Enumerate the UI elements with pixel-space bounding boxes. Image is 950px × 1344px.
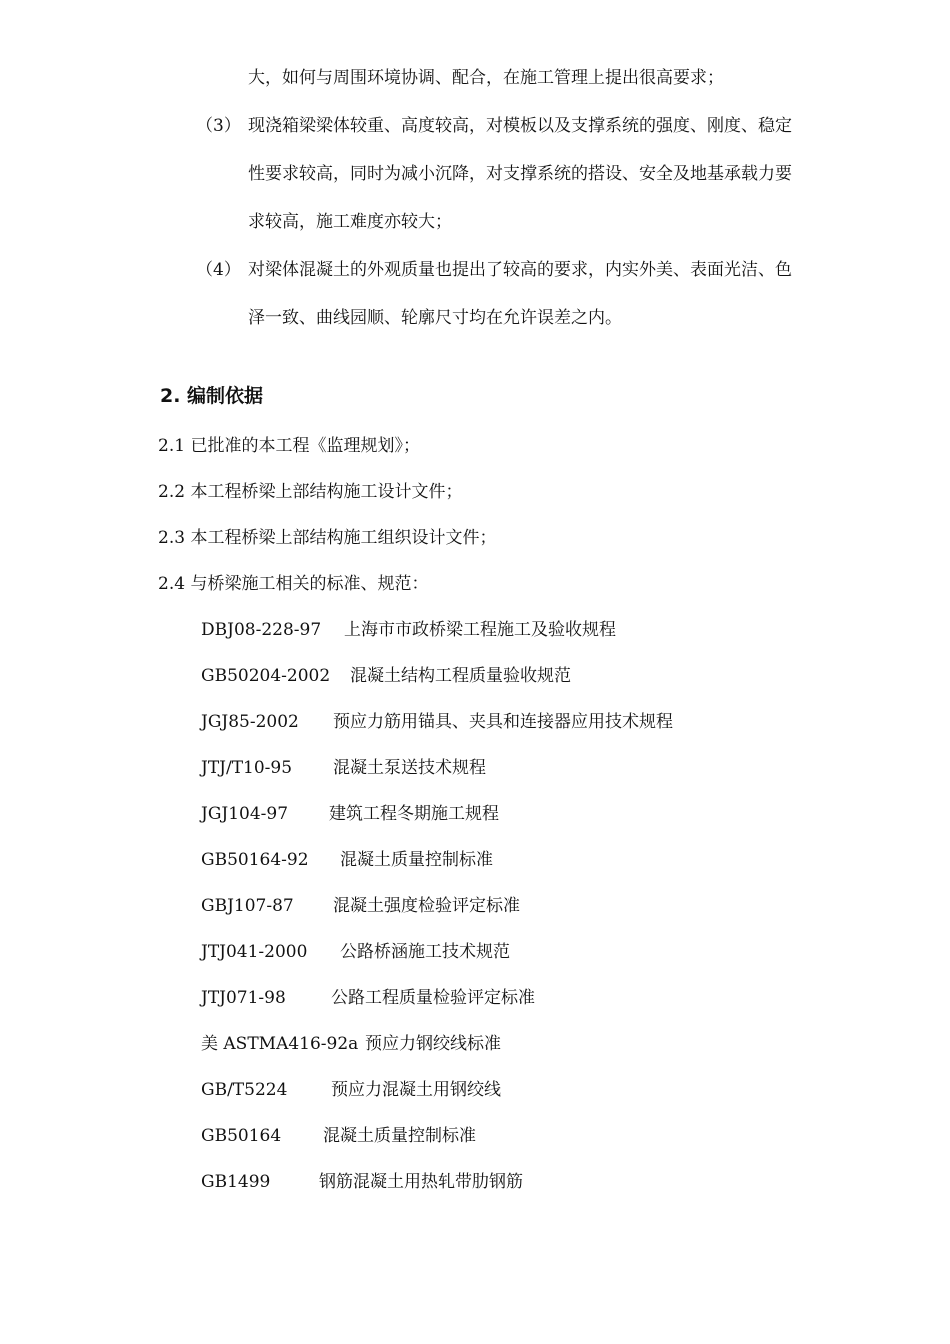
standard-name: 钢筋混凝土用热轧带肋钢筋 (319, 1172, 523, 1192)
standard-name: 混凝土泵送技术规程 (333, 758, 486, 778)
standard-code: GB50164-92 (201, 850, 309, 870)
item3-number: （3） (196, 116, 241, 136)
item2-tail-line: 大，如何与周围环境协调、配合，在施工管理上提出很高要求； (248, 68, 724, 88)
item4-number: （4） (196, 260, 241, 280)
standard-name: 混凝土强度检验评定标准 (333, 896, 520, 916)
standard-code: GB/T5224 (201, 1080, 288, 1100)
standard-code: GB1499 (201, 1172, 271, 1192)
item3-line3: 求较高，施工难度亦较大； (248, 212, 452, 232)
standard-name: 混凝土质量控制标准 (340, 850, 493, 870)
basis-item: 2.1 已批准的本工程《监理规划》； (158, 436, 420, 456)
standard-name: 预应力钢绞线标准 (365, 1034, 501, 1054)
standard-code: JGJ104-97 (201, 804, 289, 824)
basis-item: 2.4 与桥梁施工相关的标准、规范： (158, 574, 429, 594)
item4-line2: 泽一致、曲线园顺、轮廓尺寸均在允许误差之内。 (248, 308, 622, 328)
standard-code: 美 ASTMA416-92a (201, 1034, 359, 1054)
standard-name: 混凝土质量控制标准 (323, 1126, 476, 1146)
standard-code: GB50204-2002 (201, 666, 331, 686)
basis-item: 2.3 本工程桥梁上部结构施工组织设计文件； (158, 528, 497, 548)
standard-name: 公路桥涵施工技术规范 (340, 942, 510, 962)
section-heading: 2. 编制依据 (160, 385, 264, 407)
standard-name: 公路工程质量检验评定标准 (331, 988, 535, 1008)
standard-name: 混凝土结构工程质量验收规范 (350, 666, 571, 686)
standard-name: 预应力筋用锚具、夹具和连接器应用技术规程 (333, 712, 673, 732)
standard-code: JTJ071-98 (201, 988, 286, 1008)
standard-code: JTJ041-2000 (201, 942, 308, 962)
standard-code: GBJ107-87 (201, 896, 294, 916)
standard-name: 上海市市政桥梁工程施工及验收规程 (344, 620, 616, 640)
standard-code: JGJ85-2002 (201, 712, 299, 732)
standard-name: 建筑工程冬期施工规程 (329, 804, 499, 824)
item4-line1: 对梁体混凝土的外观质量也提出了较高的要求，内实外美、表面光洁、色 (248, 260, 792, 280)
standard-code: GB50164 (201, 1126, 282, 1146)
item3-line1: 现浇箱梁梁体较重、高度较高，对模板以及支撑系统的强度、刚度、稳定 (248, 116, 792, 136)
standard-code: JTJ/T10-95 (201, 758, 293, 778)
standard-name: 预应力混凝土用钢绞线 (331, 1080, 501, 1100)
basis-item: 2.2 本工程桥梁上部结构施工设计文件； (158, 482, 463, 502)
standard-code: DBJ08-228-97 (201, 620, 322, 640)
item3-line2: 性要求较高，同时为减小沉降，对支撑系统的搭设、安全及地基承载力要 (248, 164, 792, 184)
